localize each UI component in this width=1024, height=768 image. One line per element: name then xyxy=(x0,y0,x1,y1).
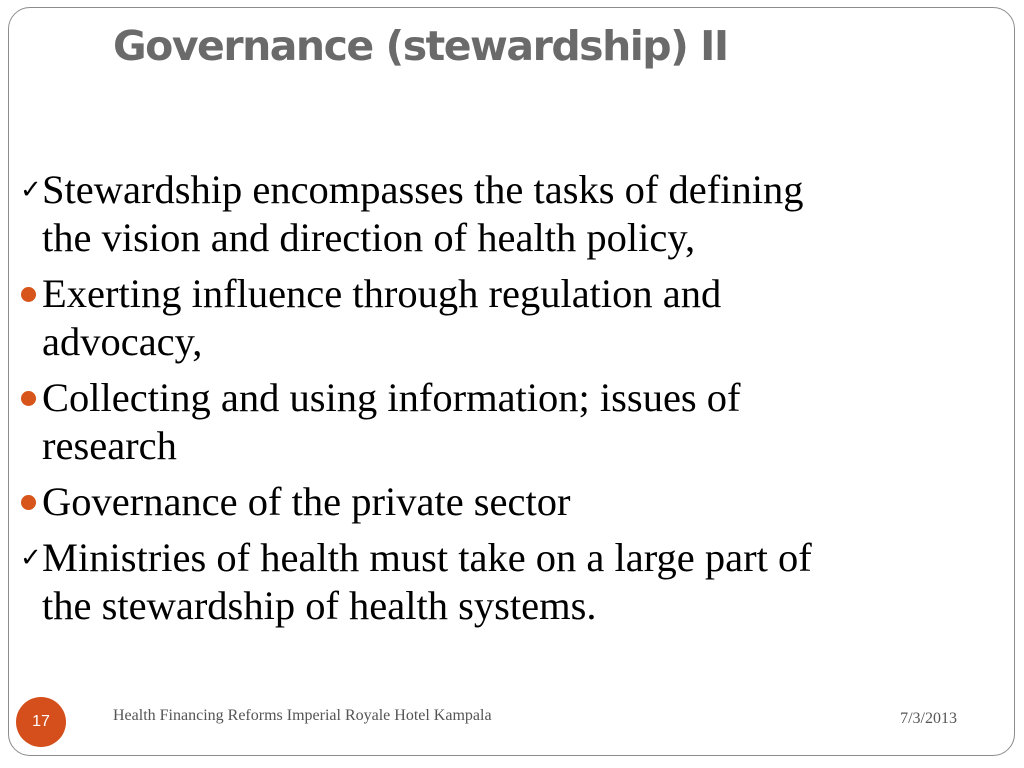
bullet-line: research xyxy=(42,423,177,468)
bullet-line: Exerting influence through regulation and xyxy=(42,271,722,316)
bullet-line: Governance of the private sector xyxy=(42,479,571,524)
bullet-item xyxy=(20,166,980,262)
bullet-item xyxy=(20,270,980,366)
bullet-item xyxy=(20,534,980,630)
checkmark-icon: ✓ xyxy=(20,543,42,573)
bullet-item xyxy=(20,478,980,526)
bullet-list xyxy=(20,166,980,638)
dot-icon xyxy=(21,391,36,406)
slide-title: Governance (stewardship) II xyxy=(113,22,728,70)
bullet-line: Stewardship encompasses the tasks of defining xyxy=(42,167,804,212)
bullet-item xyxy=(20,374,980,470)
bullet-line: advocacy, xyxy=(42,319,203,364)
footer-text: Health Financing Reforms Imperial Royale Hotel Kampala xyxy=(113,707,492,724)
slide-number-badge: 17 xyxy=(16,697,66,747)
bullet-line: the vision and direction of health policy, xyxy=(42,215,696,260)
checkmark-icon: ✓ xyxy=(20,175,42,205)
bullet-line: Collecting and using information; issues of xyxy=(42,375,741,420)
bullet-line: the stewardship of health systems. xyxy=(42,583,597,628)
bullet-line: Ministries of health must take on a large part of xyxy=(42,535,812,580)
dot-icon xyxy=(21,287,36,302)
dot-icon xyxy=(21,495,36,510)
footer-date: 7/3/2013 xyxy=(900,710,957,727)
